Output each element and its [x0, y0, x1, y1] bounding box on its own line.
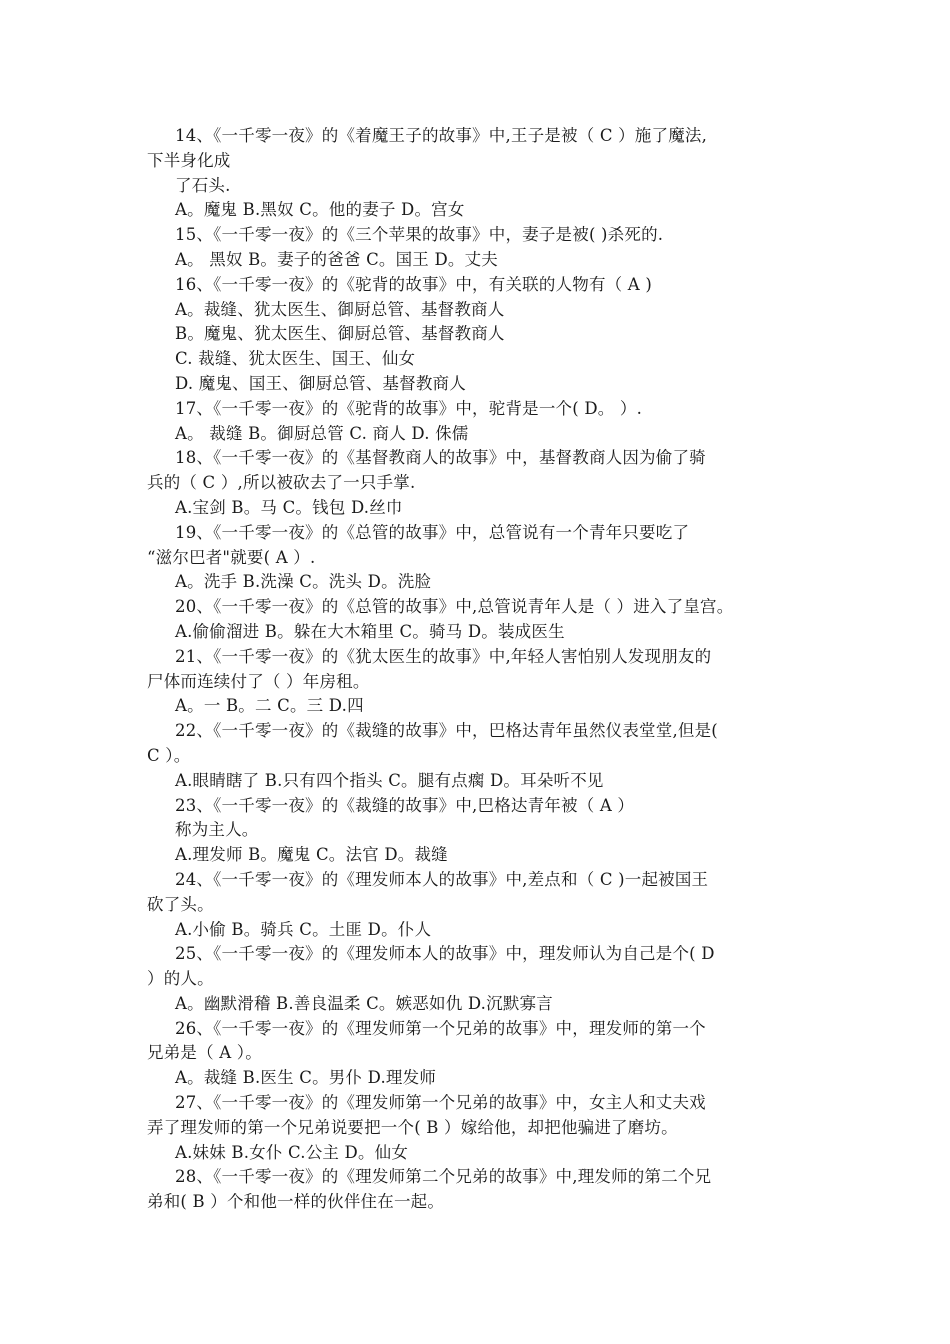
text-line: 21、《一千零一夜》的《犹太医生的故事》中,年轻人害怕别人发现朋友的	[175, 646, 712, 666]
text-line: C ）。	[147, 745, 191, 765]
text-line: 称为主人。	[175, 820, 259, 840]
text-line: A。洗手 B.洗澡 C。洗头 D。洗脸	[175, 572, 432, 592]
text-line: 兵的（ C ）,所以被砍去了一只手掌.	[147, 473, 416, 493]
text-line: A。一 B。二 C。三 D.四	[175, 696, 364, 716]
text-line: A。 黑奴 B。妻子的爸爸 C。国王 D。丈夫	[175, 249, 498, 269]
text-line: 27、《一千零一夜》的《理发师第一个兄弟的故事》中，女主人和丈夫戏	[175, 1093, 706, 1113]
text-line: 25、《一千零一夜》的《理发师本人的故事》中，理发师认为自己是个( D	[175, 944, 715, 964]
text-line: 16、《一千零一夜》的《驼背的故事》中，有关联的人物有（ A )	[175, 274, 652, 294]
text-line: A。魔鬼 B.黑奴 C。他的妻子 D。宫女	[175, 200, 465, 220]
text-line: 19、《一千零一夜》的《总管的故事》中，总管说有一个青年只要吃了	[175, 522, 690, 542]
text-line: A。 裁缝 B。御厨总管 C. 商人 D. 侏儒	[175, 423, 469, 443]
text-line: 17、《一千零一夜》的《驼背的故事》中，驼背是一个( D。 ）.	[175, 398, 643, 418]
text-line: B。魔鬼、犹太医生、御厨总管、基督教商人	[175, 324, 505, 344]
text-line: ）的人。	[147, 969, 214, 989]
text-line: 弄了理发师的第一个兄弟说要把一个( B ）嫁给他，却把他骗进了磨坊。	[147, 1117, 678, 1137]
text-line: 兄弟是（ A ）。	[147, 1043, 262, 1063]
text-line: 15、《一千零一夜》的《三个苹果的故事》中，妻子是被( )杀死的.	[175, 225, 664, 245]
text-line: 24、《一千零一夜》的《理发师本人的故事》中,差点和（ C )一起被国王	[175, 869, 709, 889]
text-line: C. 裁缝、犹太医生、国王、仙女	[175, 349, 416, 369]
text-line: D. 魔鬼、国王、御厨总管、基督教商人	[175, 373, 466, 393]
text-line: 23、《一千零一夜》的《裁缝的故事》中,巴格达青年被（ A ）	[175, 795, 635, 815]
text-line: A.偷偷溜进 B。躲在大木箱里 C。骑马 D。装成医生	[175, 621, 565, 641]
text-line: A.妹妹 B.女仆 C.公主 D。仙女	[175, 1142, 409, 1162]
text-line: 20、《一千零一夜》的《总管的故事》中,总管说青年人是（ ）进入了皇宫。	[175, 597, 734, 617]
text-line: 14、《一千零一夜》的《着魔王子的故事》中,王子是被（ C ）施了魔法,	[175, 126, 708, 145]
text-line: 下半身化成	[147, 150, 231, 170]
text-line: A.眼睛瞎了 B.只有四个指头 C。腿有点瘸 D。耳朵听不见	[175, 770, 604, 790]
text-line: “滋尔巴者"就要( A ）.	[147, 547, 316, 567]
text-line: 了石头.	[175, 175, 231, 195]
text-line: A。裁缝 B.医生 C。男仆 D.理发师	[175, 1068, 437, 1088]
text-line: 22、《一千零一夜》的《裁缝的故事》中，巴格达青年虽然仪表堂堂,但是(	[175, 721, 718, 741]
text-line: A。幽默滑稽 B.善良温柔 C。嫉恶如仇 D.沉默寡言	[175, 993, 553, 1013]
quiz-text-body	[147, 124, 827, 1215]
text-line: A.小偷 B。骑兵 C。土匪 D。仆人	[175, 919, 432, 939]
text-line: A.理发师 B。魔鬼 C。法官 D。裁缝	[175, 845, 448, 865]
text-line: 28、《一千零一夜》的《理发师第二个兄弟的故事》中,理发师的第二个兄	[175, 1167, 712, 1187]
text-line: 尸体而连续付了（ ）年房租。	[147, 671, 370, 691]
text-line: 砍了头。	[147, 894, 214, 914]
text-line: A。裁缝、犹太医生、御厨总管、基督教商人	[175, 299, 505, 319]
text-line: 弟和( B ）个和他一样的伙伴住在一起。	[147, 1192, 445, 1212]
text-line: 26、《一千零一夜》的《理发师第一个兄弟的故事》中，理发师的第一个	[175, 1018, 706, 1038]
text-line: 18、《一千零一夜》的《基督教商人的故事》中，基督教商人因为偷了骑	[175, 448, 706, 468]
text-line: A.宝剑 B。马 C。钱包 D.丝巾	[175, 497, 403, 517]
